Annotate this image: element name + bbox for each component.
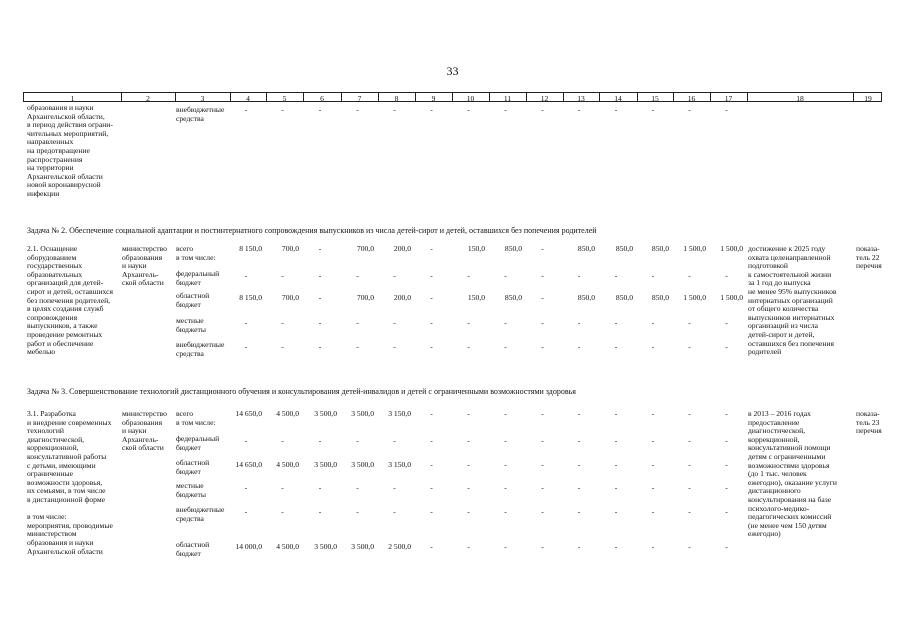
funding-value: -: [725, 342, 728, 351]
indicator-ref-line: перечня: [856, 261, 882, 271]
funding-value: -: [651, 409, 655, 418]
funding-value: -: [430, 436, 433, 445]
funding-value: -: [393, 318, 396, 327]
header-col-12: 12: [540, 94, 549, 103]
funding-value: -: [688, 318, 691, 327]
activity-description-line: на территории: [27, 163, 74, 173]
funding-value: -: [651, 342, 655, 351]
funding-value: -: [541, 436, 544, 445]
funding-value: -: [688, 409, 691, 418]
funding-value: -: [541, 244, 544, 253]
activity-description-line: и внедрение современных: [27, 417, 112, 427]
funding-value: -: [318, 293, 322, 302]
funding-value: -: [614, 105, 618, 114]
funding-value: -: [651, 105, 655, 114]
funding-value: -: [577, 483, 581, 492]
funding-value: 3 150,0: [388, 460, 411, 469]
funding-value: -: [467, 460, 470, 469]
executor-line: образования: [122, 252, 163, 262]
funding-value: -: [430, 105, 433, 114]
funding-value: -: [504, 483, 507, 492]
funding-value: -: [318, 105, 322, 114]
activity-description-line: выпускников, а также: [27, 321, 98, 331]
page-number: 33: [446, 64, 459, 78]
funding-value: -: [614, 507, 618, 516]
expected-result-line: за 1 год до выпуска: [748, 278, 811, 288]
header-col-19: 19: [864, 94, 872, 103]
activity-description-line: их семьями, в том числе: [27, 486, 106, 496]
funding-value: -: [688, 271, 691, 280]
funding-source-label: бюджеты: [176, 324, 206, 334]
funding-source-label: бюджет: [176, 466, 201, 476]
funding-value: -: [356, 483, 359, 492]
funding-value: -: [688, 460, 691, 469]
funding-value: 850,0: [577, 244, 595, 253]
funding-source-label: областной: [176, 458, 210, 467]
funding-value: -: [614, 342, 618, 351]
funding-value: -: [725, 436, 728, 445]
funding-value: 14 650,0: [235, 409, 262, 418]
header-col-11: 11: [503, 94, 512, 103]
expected-result-line: диагностической,: [748, 426, 806, 436]
funding-value: -: [651, 542, 655, 551]
funding-source-label: областной: [176, 291, 210, 300]
funding-value: -: [281, 271, 284, 280]
funding-value: -: [281, 105, 284, 114]
funding-value: -: [577, 342, 581, 351]
activity-description-line: на предотвращение: [27, 146, 90, 155]
activity-description-line: технологий: [27, 426, 64, 436]
funding-value: 700,0: [281, 244, 299, 253]
expected-result-line: коррекционной,: [748, 434, 800, 444]
funding-value: -: [430, 342, 433, 351]
executor-line: министерство: [122, 409, 167, 418]
funding-value: -: [244, 483, 248, 492]
funding-value: -: [393, 342, 396, 351]
activity-description-line: возможности здоровья,: [27, 477, 103, 487]
funding-value: -: [318, 507, 322, 516]
expected-result-line: ежегодно): [748, 529, 781, 539]
expected-result-line: выпускников интернатных: [748, 312, 835, 322]
header-col-7: 7: [357, 94, 362, 103]
header-col-9: 9: [431, 94, 436, 103]
funding-value: -: [356, 318, 359, 327]
funding-value: -: [244, 342, 248, 351]
funding-value: 700,0: [356, 244, 374, 253]
funding-value: 14 000,0: [235, 542, 262, 551]
expected-result-line: ежегодно), оказание услуги: [748, 477, 837, 487]
executor-line: Архангель-: [122, 269, 159, 279]
funding-source-label: бюджет: [176, 299, 201, 309]
funding-value: -: [244, 271, 248, 280]
funding-value: -: [688, 342, 691, 351]
funding-value: -: [356, 507, 359, 516]
activity-description-line: ограниченные: [27, 469, 73, 479]
activity-description-line: чительных мероприятий,: [27, 128, 109, 138]
funding-value: 850,0: [615, 293, 633, 302]
expected-result-line: (до 1 тыс. человек: [748, 469, 807, 479]
activity-description-line: новой коронавирусной: [27, 180, 101, 190]
header-col-14: 14: [614, 94, 622, 103]
executor-line: и науки: [122, 426, 147, 436]
task-3-heading: Задача № 3. Совершенствование технологий дистанционного обучения и консультирования детей-инвалидов и детей с ограниченными возможностями здоровья: [27, 387, 576, 396]
funding-value: -: [504, 105, 507, 114]
funding-value: -: [430, 244, 433, 253]
funding-value: -: [688, 105, 691, 114]
funding-value: -: [430, 318, 433, 327]
funding-value: -: [393, 271, 396, 280]
funding-value: -: [725, 507, 728, 516]
funding-value: 4 500,0: [276, 542, 299, 551]
funding-value: -: [577, 105, 581, 114]
executor-line: министерство: [122, 244, 167, 253]
funding-source-label: бюджеты: [176, 489, 206, 499]
expected-result-line: от общего количества: [748, 304, 819, 314]
funding-value: -: [504, 409, 507, 418]
activity-description-line: коррекционной,: [27, 443, 79, 453]
funding-source-label: бюджет: [176, 548, 201, 558]
funding-value: -: [318, 483, 322, 492]
activity-description-line: диагностической,: [27, 434, 85, 444]
funding-value: 850,0: [651, 293, 669, 302]
activity-description-line: распространения: [27, 154, 83, 164]
funding-value: -: [725, 318, 728, 327]
executor-line: образования: [122, 417, 163, 427]
activity-description-line: без попечения родителей,: [27, 295, 111, 305]
funding-value: -: [467, 542, 470, 551]
funding-source-label: средства: [176, 513, 204, 523]
header-col-13: 13: [577, 94, 585, 103]
funding-value: -: [614, 318, 618, 327]
header-col-3: 3: [200, 94, 205, 103]
expected-result-line: оставшихся без попечения: [748, 338, 835, 348]
funding-value: -: [393, 483, 396, 492]
activity-description-line: Архангельской области: [27, 546, 103, 556]
funding-value: 850,0: [504, 293, 522, 302]
funding-value: -: [244, 105, 248, 114]
funding-source-label: внебюджетные: [176, 505, 225, 514]
activity-description-line: в целях создания служб: [27, 304, 104, 314]
funding-value: -: [541, 271, 544, 280]
funding-value: -: [393, 507, 396, 516]
funding-value: -: [430, 483, 433, 492]
header-col-10: 10: [466, 94, 475, 103]
funding-value: -: [577, 436, 581, 445]
funding-value: -: [393, 105, 396, 114]
expected-result-line: психолого-медико-: [748, 503, 810, 513]
executor-line: ской области: [122, 278, 164, 288]
funding-source-label: бюджет: [176, 442, 201, 452]
funding-value: -: [651, 483, 655, 492]
funding-value: -: [577, 460, 581, 469]
funding-value: -: [504, 460, 507, 469]
activity-description-line: в том числе:: [27, 512, 67, 522]
funding-value: -: [725, 271, 728, 280]
funding-source-label: внебюджетные: [176, 340, 225, 349]
expected-result-line: не менее 95% выпускников: [748, 287, 837, 296]
activity-description-line: образовательных: [27, 269, 83, 279]
funding-value: 700,0: [281, 293, 299, 302]
funding-value: -: [688, 507, 691, 516]
funding-source-label: местные: [176, 481, 204, 490]
indicator-ref-line: показа-: [856, 244, 880, 253]
funding-value: -: [688, 542, 691, 551]
funding-value: -: [467, 409, 470, 418]
funding-source-label: местные: [176, 316, 204, 325]
expected-result-line: интернатных организаций: [748, 295, 833, 305]
funding-value: -: [318, 244, 322, 253]
funding-source-label: средства: [176, 113, 204, 123]
funding-value: -: [244, 318, 248, 327]
activity-description-line: в период действия ограни-: [27, 120, 113, 130]
funding-value: 3 500,0: [314, 542, 337, 551]
activity-description-line: мероприятия, проводимые: [27, 520, 113, 530]
funding-value: -: [651, 318, 655, 327]
funding-value: -: [318, 318, 322, 327]
executor-line: Архангель-: [122, 434, 159, 444]
funding-value: -: [281, 507, 284, 516]
funding-value: 8 150,0: [239, 293, 262, 302]
funding-value: -: [651, 460, 655, 469]
funding-source-label: областной: [176, 540, 210, 549]
funding-value: -: [244, 507, 248, 516]
funding-value: -: [318, 342, 322, 351]
funding-value: -: [504, 542, 507, 551]
funding-source-label: средства: [176, 348, 204, 358]
funding-value: 1 500,0: [683, 244, 706, 253]
header-col-15: 15: [651, 94, 659, 103]
funding-value: -: [393, 436, 396, 445]
activity-description-line: образования и науки: [27, 538, 94, 547]
funding-value: -: [614, 409, 618, 418]
funding-source-label: федеральный: [176, 269, 220, 278]
expected-result-line: организаций из числа: [748, 321, 819, 331]
activity-description-line: 2.1. Оснащение: [27, 244, 78, 253]
funding-value: -: [244, 436, 248, 445]
executor-line: и науки: [122, 261, 147, 271]
funding-value: -: [541, 507, 544, 516]
header-col-18: 18: [796, 94, 804, 103]
header-col-17: 17: [724, 94, 733, 103]
funding-value: 850,0: [615, 244, 633, 253]
funding-value: -: [467, 483, 470, 492]
header-col-6: 6: [320, 94, 324, 103]
expected-result-line: педагогических комиссий: [748, 512, 832, 522]
funding-value: 4 500,0: [276, 460, 299, 469]
funding-value: -: [688, 483, 691, 492]
funding-value: -: [504, 436, 507, 445]
funding-value: -: [504, 271, 507, 280]
funding-value: -: [504, 318, 507, 327]
funding-value: -: [430, 460, 433, 469]
activity-description-line: министерством: [27, 529, 77, 539]
activity-description-line: в дистанционной форме: [27, 495, 106, 504]
funding-value: -: [725, 542, 728, 551]
header-col-8: 8: [394, 94, 399, 103]
funding-value: -: [356, 342, 359, 351]
funding-value: -: [430, 293, 433, 302]
expected-result-line: подготовкой: [748, 261, 788, 271]
funding-value: 3 500,0: [314, 409, 337, 418]
activity-description-line: образования и науки: [27, 103, 94, 112]
activity-description-line: направленных: [27, 137, 74, 147]
funding-source-label: внебюджетные: [176, 105, 225, 114]
funding-source-label: всего: [176, 244, 194, 253]
activity-description-line: 3.1. Разработка: [27, 409, 76, 418]
funding-source-label: всего: [176, 409, 194, 418]
expected-result-line: детей-сирот и детей,: [748, 330, 815, 339]
funding-value: -: [725, 409, 728, 418]
funding-value: -: [318, 271, 322, 280]
funding-value: -: [577, 507, 581, 516]
funding-value: -: [281, 318, 284, 327]
funding-value: -: [356, 105, 359, 114]
activity-description-line: сирот и детей, оставшихся: [27, 287, 113, 296]
header-col-1: 1: [70, 94, 75, 103]
funding-value: -: [651, 271, 655, 280]
activity-description-line: консультативной работы: [27, 452, 107, 461]
funding-value: -: [577, 271, 581, 280]
funding-value: -: [614, 460, 618, 469]
funding-value: -: [725, 105, 728, 114]
activity-description-line: Архангельской области: [27, 171, 103, 181]
activity-description-line: организаций для детей-: [27, 278, 104, 288]
funding-value: -: [467, 105, 470, 114]
funding-value: -: [541, 542, 544, 551]
funding-value: -: [688, 436, 691, 445]
funding-value: -: [541, 105, 544, 114]
funding-value: -: [614, 271, 618, 280]
funding-source-label: в том числе:: [176, 417, 216, 427]
funding-value: 3 150,0: [388, 409, 411, 418]
funding-value: 150,0: [467, 244, 485, 253]
activity-description-line: оборудованием: [27, 252, 77, 262]
funding-value: 200,0: [393, 293, 411, 302]
funding-value: 700,0: [356, 293, 374, 302]
funding-value: -: [725, 483, 728, 492]
funding-value: 1 500,0: [683, 293, 706, 302]
activity-description-line: сопровождения: [27, 312, 78, 322]
funding-value: -: [504, 342, 507, 351]
funding-source-label: бюджет: [176, 277, 201, 287]
expected-result-line: (не менее чем 150 детям: [748, 520, 827, 530]
funding-value: -: [467, 507, 470, 516]
funding-value: -: [467, 318, 470, 327]
expected-result-line: предоставление: [748, 417, 800, 427]
expected-result-line: детям с ограниченными: [748, 452, 826, 461]
funding-value: 4 500,0: [276, 409, 299, 418]
activity-description-line: проведение ремонтных: [27, 330, 103, 339]
header-col-5: 5: [282, 94, 287, 103]
funding-value: 200,0: [393, 244, 411, 253]
activity-description-line: с детьми, имеющими: [27, 460, 96, 470]
expected-result-line: в 2013 – 2016 годах: [748, 409, 811, 418]
funding-value: 850,0: [577, 293, 595, 302]
activity-description-line: мебелью: [27, 347, 56, 357]
funding-value: -: [430, 507, 433, 516]
funding-value: -: [541, 460, 544, 469]
funding-value: -: [577, 409, 581, 418]
funding-value: 14 650,0: [235, 460, 262, 469]
funding-value: -: [651, 436, 655, 445]
indicator-ref-line: тель 23: [856, 417, 880, 427]
funding-value: -: [430, 271, 433, 280]
expected-result-line: достижение к 2025 году: [748, 244, 826, 253]
funding-value: -: [467, 436, 470, 445]
header-col-16: 16: [687, 94, 696, 103]
funding-value: -: [541, 318, 544, 327]
indicator-ref-line: тель 22: [856, 252, 880, 262]
funding-value: 1 500,0: [720, 244, 743, 253]
funding-value: 2 500,0: [388, 542, 411, 551]
header-col-2: 2: [146, 94, 150, 103]
indicator-ref-line: показа-: [856, 409, 880, 418]
column-number-header: [23, 92, 882, 102]
expected-result-line: охвата целенаправленной: [748, 252, 831, 262]
funding-value: -: [430, 409, 433, 418]
funding-value: -: [541, 342, 544, 351]
funding-value: -: [430, 542, 433, 551]
funding-value: -: [577, 542, 581, 551]
activity-description-line: государственных: [27, 261, 83, 271]
funding-value: -: [356, 436, 359, 445]
indicator-ref-line: перечня: [856, 426, 882, 436]
funding-value: 3 500,0: [351, 542, 374, 551]
funding-value: 8 150,0: [239, 244, 262, 253]
funding-value: -: [651, 507, 655, 516]
funding-value: -: [541, 293, 544, 302]
funding-value: -: [614, 436, 618, 445]
funding-value: -: [281, 436, 284, 445]
funding-value: -: [467, 342, 470, 351]
funding-value: 850,0: [651, 244, 669, 253]
funding-value: -: [577, 318, 581, 327]
funding-value: 1 500,0: [720, 293, 743, 302]
funding-value: -: [504, 507, 507, 516]
funding-source-label: в том числе:: [176, 252, 216, 262]
executor-line: ской области: [122, 443, 164, 453]
funding-value: 150,0: [467, 293, 485, 302]
funding-value: -: [614, 542, 618, 551]
funding-value: -: [281, 342, 284, 351]
funding-value: -: [356, 271, 359, 280]
expected-result-line: консультирования на базе: [748, 495, 832, 504]
funding-value: -: [281, 483, 284, 492]
funding-value: -: [318, 436, 322, 445]
task-2-heading: Задача № 2. Обеспечение социальной адаптации и постинтернатного сопровождения выпускников из числа детей-сирот и детей, оставшихся без попечения родителей: [27, 226, 597, 235]
expected-result-line: к самостоятельной жизни: [748, 269, 832, 279]
expected-result-line: возможностями здоровья: [748, 460, 830, 470]
activity-description-line: работ и обеспечение: [27, 338, 94, 348]
expected-result-line: родителей: [748, 347, 782, 357]
funding-source-label: федеральный: [176, 434, 220, 443]
activity-description-line: Архангельской области,: [27, 111, 105, 121]
funding-value: 3 500,0: [351, 409, 374, 418]
activity-description-line: инфекции: [27, 189, 60, 198]
funding-value: -: [725, 460, 728, 469]
funding-value: -: [467, 271, 470, 280]
expected-result-line: консультативной помощи: [748, 443, 831, 453]
funding-value: 3 500,0: [351, 460, 374, 469]
funding-value: -: [541, 483, 544, 492]
expected-result-line: дистанционного: [748, 486, 801, 496]
funding-value: 3 500,0: [314, 460, 337, 469]
funding-value: 850,0: [504, 244, 522, 253]
funding-value: -: [541, 409, 544, 418]
header-col-4: 4: [246, 94, 250, 103]
funding-value: -: [614, 483, 618, 492]
